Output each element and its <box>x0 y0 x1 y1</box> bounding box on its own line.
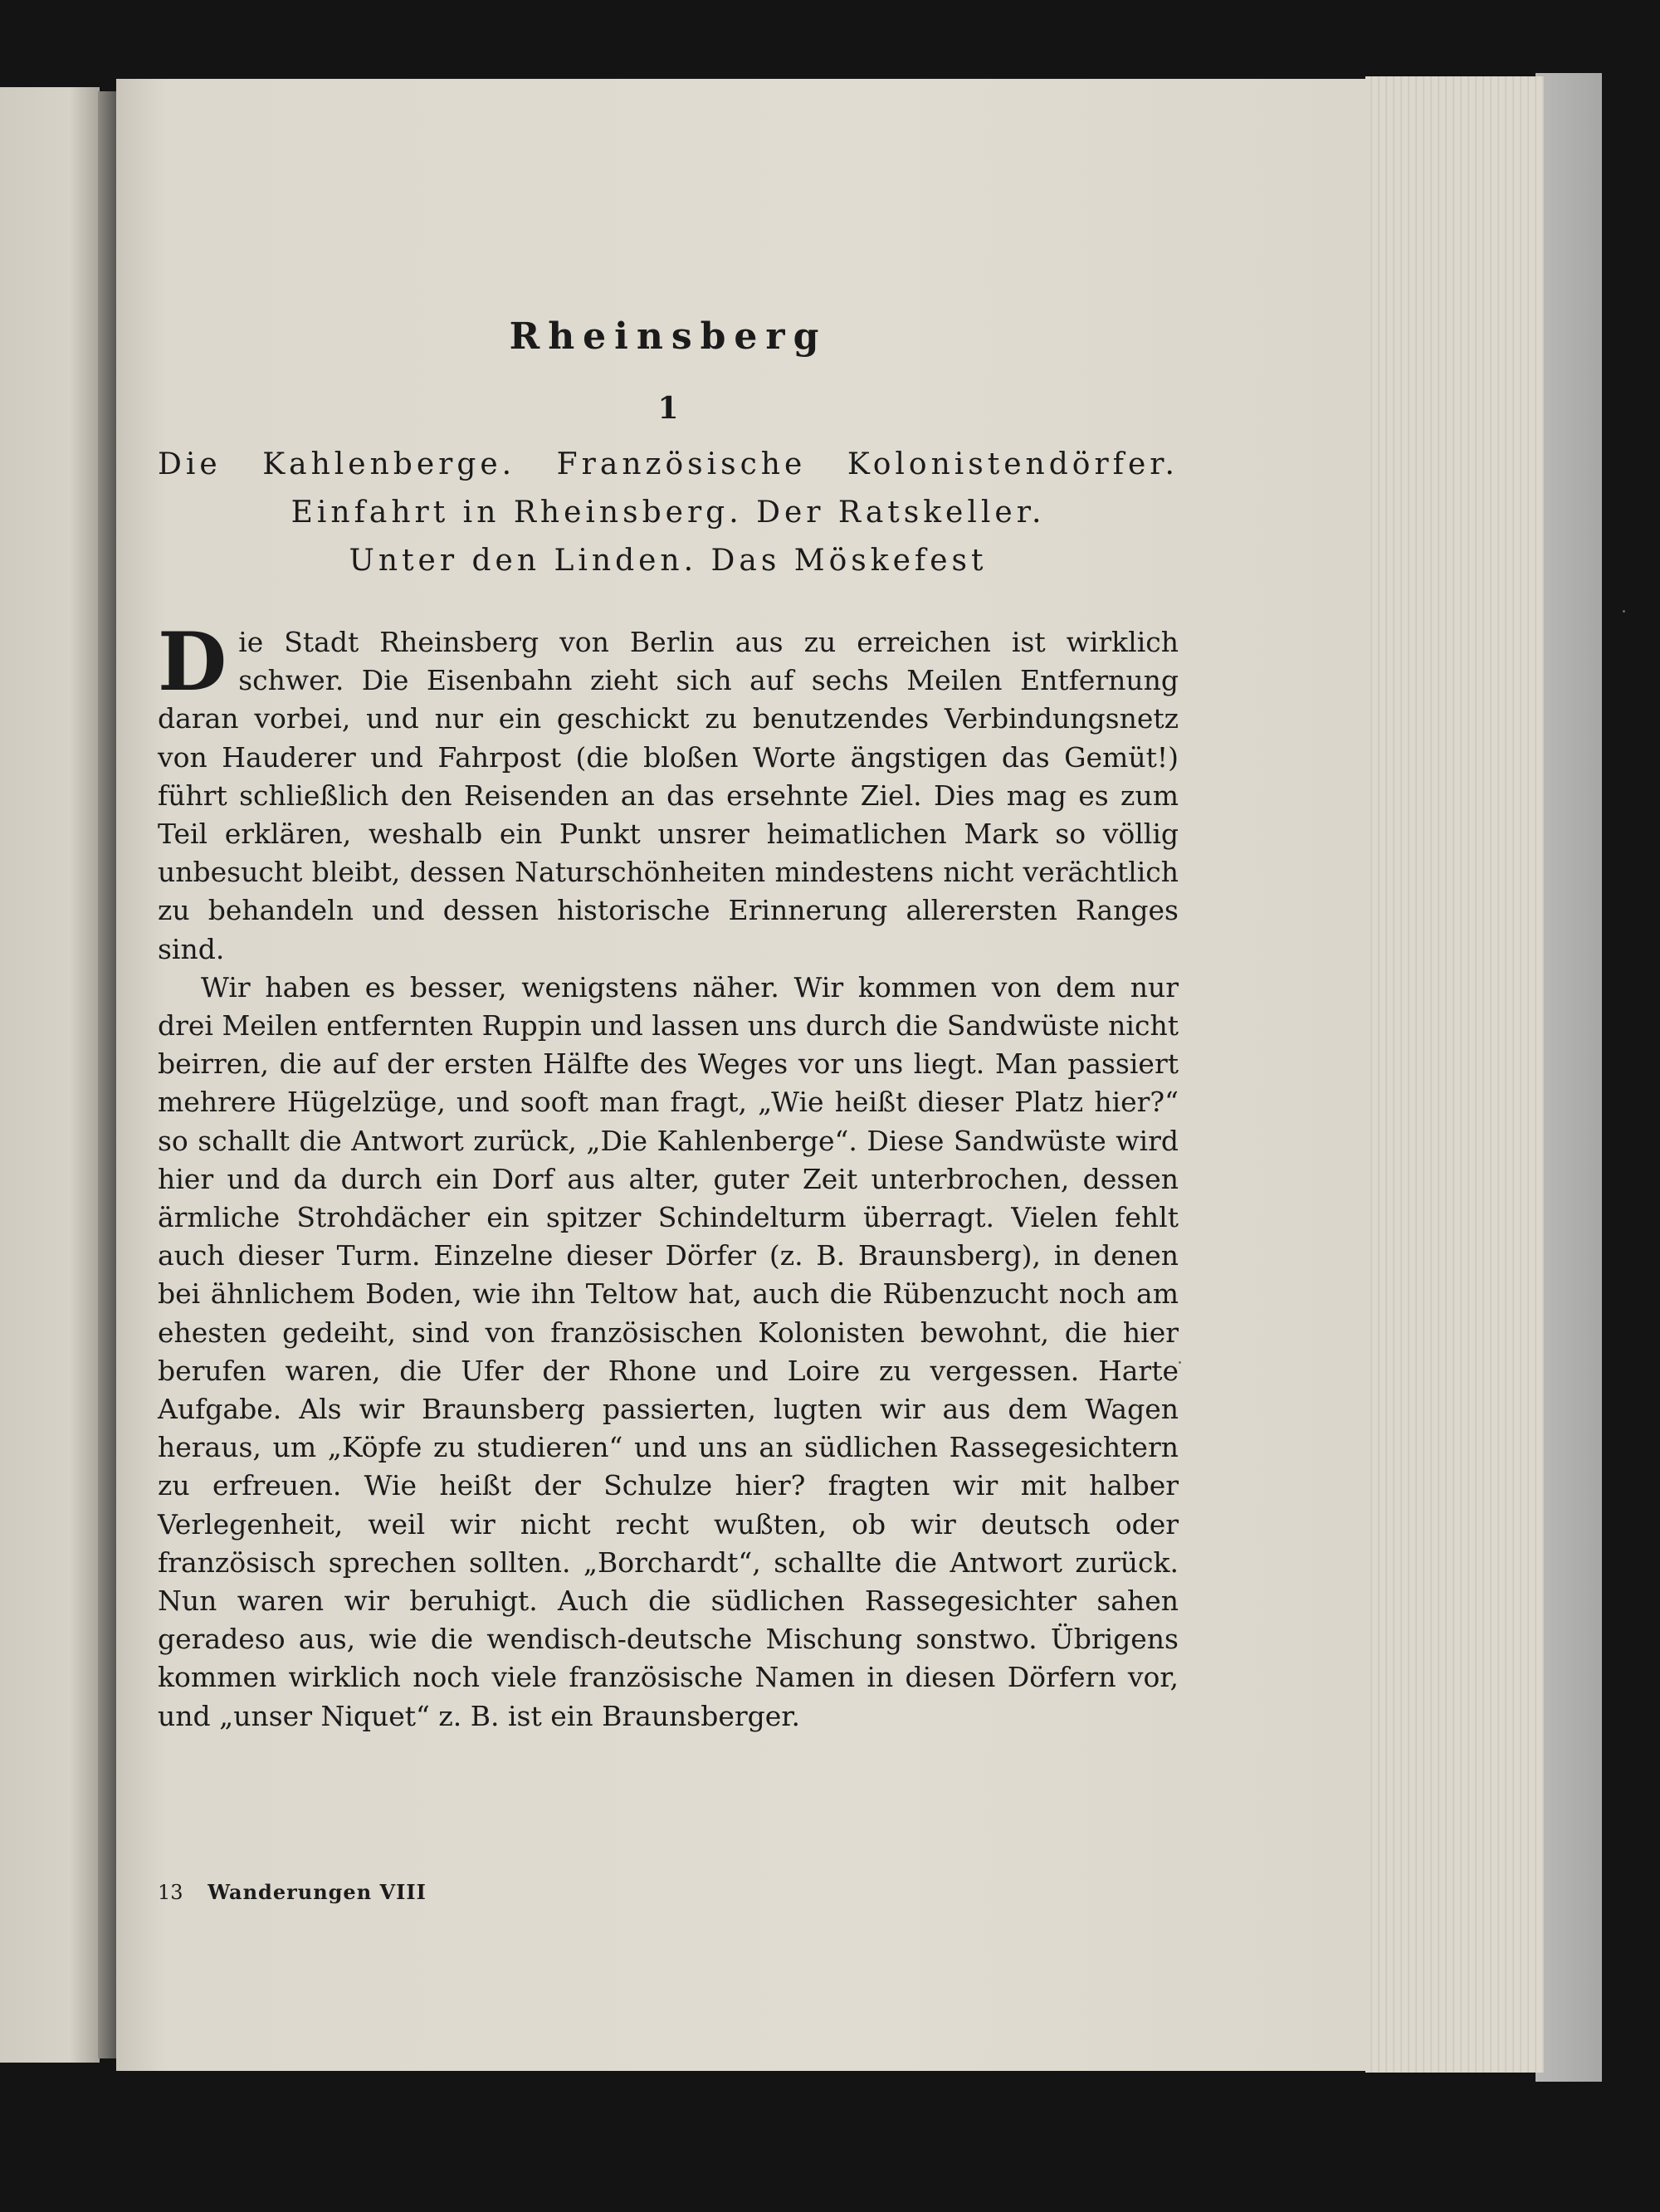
signature-number: 13 <box>158 1881 183 1904</box>
paragraph-text: ie Stadt Rheinsberg von Berlin aus zu erreichen ist wirklich schwer. Die Eisenbahn zieht sich auf sechs Meilen Entfernung daran vorbei, und nur ein geschickt zu benutzendes Verbindungsnetz von Hauderer und Fahrpost (die bloßen Worte ängstigen das Gemüt!) führt schließlich den Reisenden an das ersehnte Ziel. Dies mag es zum Teil erklären, weshalb ein Punkt unsrer heimatlichen Mark so völlig unbesucht bleibt, dessen Naturschönheiten mindestens nicht verächtlich zu behandeln und dessen historische Erinnerung allerersten Ranges sind. <box>158 626 1179 965</box>
previous-page-edge <box>0 87 100 2063</box>
summary-line: Die Kahlenberge. Französische Kolonistendörfer. <box>158 447 1179 481</box>
drop-cap: D <box>158 615 227 709</box>
section-summary <box>158 441 1179 585</box>
page-footer <box>158 1880 427 1904</box>
page-content <box>158 315 1179 1736</box>
summary-line: Unter den Linden. Das Möskefest <box>349 544 988 578</box>
book-gutter <box>98 91 116 2058</box>
book-cover-edge <box>1536 73 1602 2082</box>
section-number: 1 <box>657 391 679 426</box>
signature-title: Wanderungen VIII <box>208 1880 427 1904</box>
paper-speck <box>1179 1361 1181 1364</box>
page-stack-edge <box>1365 76 1544 2073</box>
body-paragraph <box>158 615 1179 969</box>
body-paragraph: Wir haben es besser, wenigstens näher. Wir kommen von dem nur drei Meilen entfernten Ruppin und lassen uns durch die Sandwüste nicht beirren, die auf der ersten Hälfte des Weges vor uns liegt. Man passiert mehrere Hügelzüge, und sooft man fragt, „Wie heißt dieser Platz hier?“ so schallt die Antwort zurück, „Die Kahlenberge“. Diese Sandwüste wird hier und da durch ein Dorf aus alter, guter Zeit unterbrochen, dessen ärmliche Strohdächer ein spitzer Schindelturm überragt. Vielen fehlt auch dieser Turm. Einzelne dieser Dörfer (z. B. Braunsberg), in denen bei ähnlichem Boden, wie ihn Teltow hat, auch die Rübenzucht noch am ehesten gedeiht, sind von französischen Kolonisten bewohnt, die hier berufen waren, die Ufer der Rhone und Loire zu vergessen. Harte Aufgabe. Als wir Braunsberg passierten, lugten wir aus dem Wagen heraus, um „Köpfe zu studieren“ und uns an südlichen Rassegesichtern zu erfreuen. Wie heißt der Schulze hier? fragten wir mit halber Verlegenheit, weil wir nicht recht wußten, ob wir deutsch oder französisch sprechen sollten. „Borchardt“, schallte die Antwort zurück. Nun waren wir beruhigt. Auch die südlichen Rassegesichter sahen geradeso aus, wie die wendisch-deutsche Mischung sonstwo. Übrigens kommen wirklich noch viele französische Namen in diesen Dörfern vor, und „unser Niquet“ z. B. ist ein Braunsberger. <box>158 970 1179 1732</box>
summary-line: Einfahrt in Rheinsberg. Der Ratskeller. <box>290 496 1046 530</box>
paper-speck <box>1623 610 1625 613</box>
chapter-title: Rheinsberg <box>509 315 828 358</box>
